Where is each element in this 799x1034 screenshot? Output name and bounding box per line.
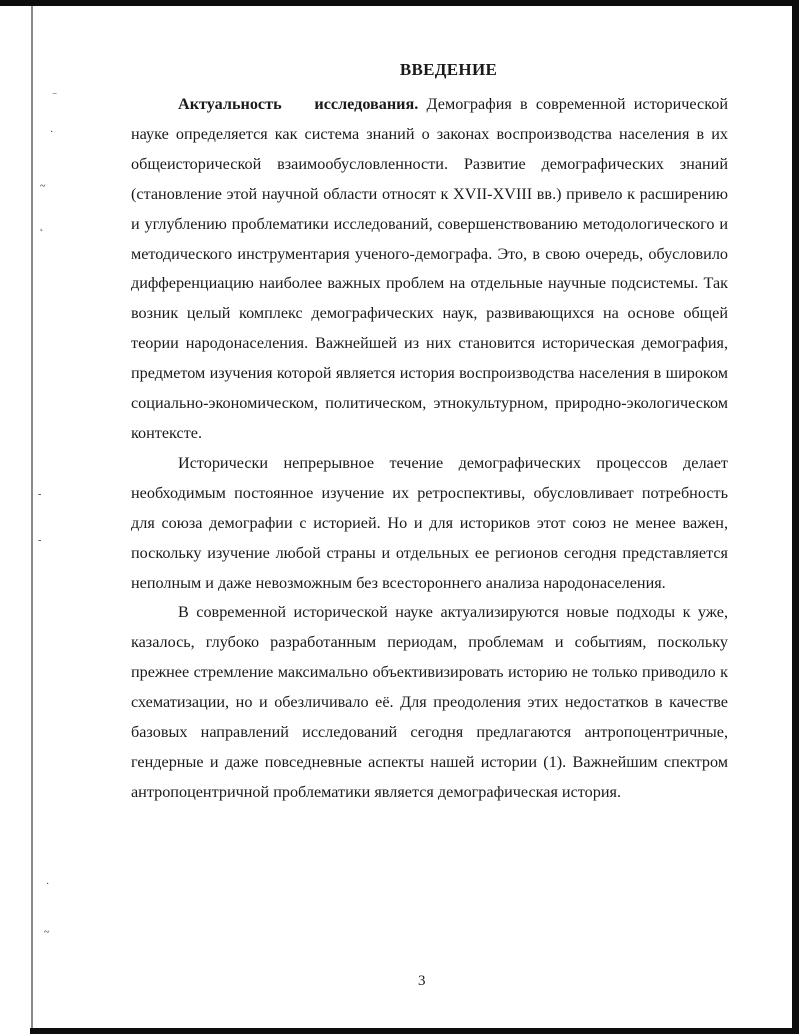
document-heading: ВВЕДЕНИЕ [399,60,498,79]
scan-speck: · [50,127,54,138]
relevance-lead-punct: . [414,95,419,113]
relevance-text: Демография в современной исторической науке определяется как система знаний о законах воспроизводства населения в их общеисторической взаимообусловленности. Развитие демографических знаний (становление этой научной области относят к XVII-XVIII вв.) привело к расширению и углублению проблематики исследований, совершенствованию методологического и методического инструментария ученого-демографа. Это, в свою очередь, обусловило дифференциацию наиболее важных проблем на отдельные научные подсистемы. Так возник целый комплекс демографических наук, развивающихся на основе общей теории народонаселения. Важнейшей из них становится историческая демография, предметом изучения которой является история воспроизводства населения в широком социально-экономическом, политическом, этнокультурном, природно-экологическом контексте. [131,95,728,442]
document-body [131,59,728,808]
scan-speck: - [38,489,42,500]
scan-speck: ~ [40,181,46,192]
scan-speck: ⁻ [52,91,58,102]
paragraph-relevance [131,90,728,449]
scan-speck: ~ [44,927,50,938]
scan-border-left [31,6,33,1028]
scan-border-right [792,0,799,1034]
relevance-lead: Актуальность исследования [178,95,415,113]
paragraph-continuity: Исторически непрерывное течение демографических процессов делает необходимым постоянное изучение их ретроспективы, обусловливает потребность для союза демографии с историей. Но и для историков этот союз не менее важен, поскольку изучение любой страны и отдельных ее регионов сегодня представляется неполным и даже невозможным без всестороннего анализа народонаселения. [131,453,728,592]
scan-speck: - [38,535,42,546]
scan-border-top [0,0,799,6]
paragraph-approaches: В современной исторической науке актуализируются новые подходы к уже, казалось, глубоко разработанным периодам, проблемам и событиям, поскольку прежнее стремление максимально объективизировать историю не только приводило к схематизации, но и обезличивало её. Для преодоления этих недостатков в качестве базовых направлений исследований сегодня предлагаются антропоцентричные, гендерные и даже повседневные аспекты нашей истории (1). Важнейшим спектром антропоцентричной проблематики является демографическая история. [131,603,728,801]
scan-speck: · [46,879,50,890]
scan-speck: ˛ [40,221,44,232]
page-number: 3 [418,973,426,989]
scan-border-bottom [30,1028,799,1034]
